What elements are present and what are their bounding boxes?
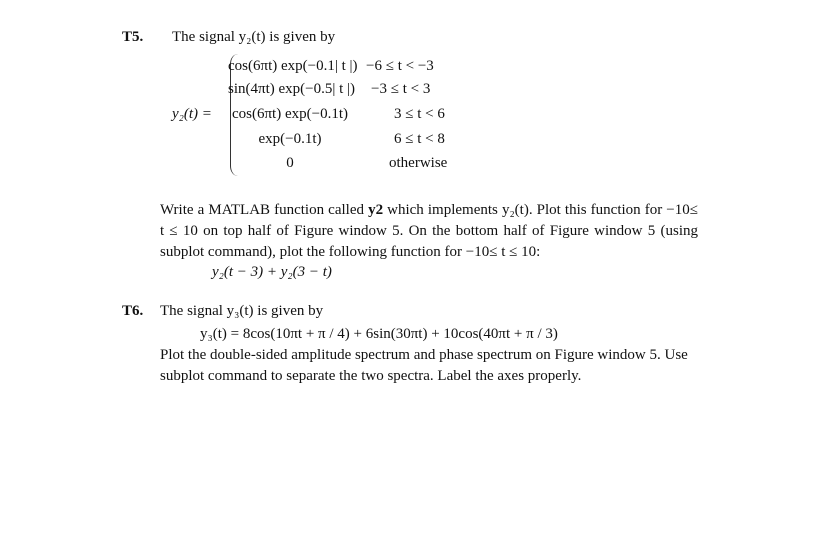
- case-cond: −3 ≤ t < 3: [371, 81, 431, 97]
- t5-label: T5.: [122, 29, 144, 45]
- case-expr: 0: [286, 155, 294, 171]
- case-expr: cos(6πt) exp(−0.1t): [231, 106, 348, 122]
- t6-formula: y₃(t) = 8cos(10πt + π / 4) + 6sin(30πt) + 10cos(40πt + π / 3): [200, 326, 558, 342]
- case-cond: 6 ≤ t < 8: [394, 131, 445, 147]
- t5-formula: y₂(t − 3) + y₂(3 − t): [212, 264, 332, 280]
- case-expr: exp(−0.1t): [258, 131, 322, 147]
- case-expr: cos(6πt) exp(−0.1| t |): [228, 58, 358, 74]
- case-cond: −6 ≤ t < −3: [366, 58, 434, 74]
- t5-text: Write a MATLAB function called: [160, 202, 369, 218]
- function-name: y2: [368, 202, 384, 218]
- t6-instructions: Plot the double-sided amplitude spectrum and phase spectrum on Figure window 5. Use subplot command to separate the two spectra. Label the axes properly.: [160, 347, 688, 384]
- case-cond: 3 ≤ t < 6: [394, 106, 445, 122]
- t5-intro: The signal y₂(t) is given by: [172, 29, 336, 45]
- case-cond: otherwise: [389, 155, 448, 171]
- t6-label: T6.: [122, 303, 144, 319]
- t5-lhs: y₂(t) =: [172, 106, 212, 122]
- case-expr: sin(4πt) exp(−0.5| t |): [228, 81, 356, 97]
- t5-text: which implements y₂(t). Plot this function for −10≤ t ≤ 10 on top half of Figure window 5. On the bottom half of Figure window 5 (using subplot command), plot the following function for −10≤ t ≤ 10:: [160, 202, 698, 260]
- t6-intro: The signal y₃(t) is given by: [160, 303, 324, 319]
- t5-instructions: [160, 200, 698, 263]
